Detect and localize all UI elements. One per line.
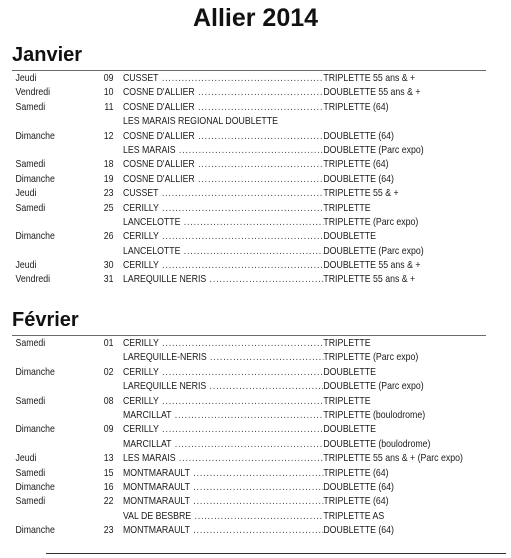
schedule-row — [0, 524, 439, 538]
date-number: 19 — [103, 173, 114, 185]
venue-name: COSNE D'ALLIER ..... — [123, 86, 323, 100]
competition-type: TRIPLETTE (Parc expo) — [323, 216, 419, 228]
schedule-row — [0, 202, 439, 216]
venue-name: MONTMARAULT ..... — [123, 524, 323, 538]
venue-name: CERILLY ..... — [123, 230, 323, 244]
competition-type: DOUBLETTE (64) — [323, 481, 394, 493]
schedule-row — [0, 510, 439, 524]
competition-type: DOUBLETTE 55 ans & + — [323, 260, 421, 272]
competition-type: DOUBLETTE 55 ans & + — [323, 87, 421, 99]
day-cell: Dimanche — [15, 424, 55, 436]
schedule-row — [0, 216, 439, 230]
schedule-row — [0, 423, 439, 437]
competition-type: TRIPLETTE (64) — [323, 101, 389, 113]
competition-type: DOUBLETTE (64) — [323, 173, 394, 185]
schedule-row — [0, 245, 439, 259]
schedule-row — [0, 481, 439, 495]
date-number: 22 — [103, 496, 114, 508]
competition-type: TRIPLETTE 55 & + — [323, 188, 399, 200]
schedule-row — [0, 395, 439, 409]
date-number: 09 — [103, 73, 114, 84]
day-cell: Dimanche — [15, 525, 55, 537]
day-cell: Samedi — [15, 202, 46, 214]
venue-name: CERILLY ..... — [123, 337, 323, 351]
competition-type: DOUBLETTE (64) — [323, 525, 394, 537]
schedule-row — [0, 337, 439, 351]
schedule-row — [0, 467, 439, 481]
venue-name: CERILLY ..... — [123, 423, 323, 437]
day-cell: Samedi — [15, 338, 46, 349]
venue-name: CUSSET ..... — [123, 72, 323, 86]
competition-type: DOUBLETTE — [323, 231, 376, 243]
day-cell: Vendredi — [15, 87, 51, 99]
competition-type: TRIPLETTE 55 ans & + — [323, 274, 416, 286]
divider — [12, 70, 486, 71]
venue-name: COSNE D'ALLIER ..... — [123, 158, 323, 172]
venue-name: VAL DE BESBRE ..... — [123, 510, 323, 524]
schedule-row — [0, 72, 439, 86]
day-cell: Samedi — [15, 395, 46, 407]
competition-type: DOUBLETTE (Parc expo) — [323, 245, 424, 257]
divider — [46, 553, 506, 554]
competition-type: DOUBLETTE (64) — [323, 130, 394, 142]
day-cell: Dimanche — [15, 231, 55, 243]
venue-name: LES MARAIS REGIONAL DOUBLETTE — [122, 116, 278, 128]
competition-type: TRIPLETTE 55 ans & + — [323, 73, 416, 84]
date-number: 16 — [103, 481, 114, 493]
venue-name: MONTMARAULT ..... — [123, 481, 323, 495]
day-cell: Jeudi — [15, 453, 37, 465]
day-cell: Samedi — [15, 159, 46, 171]
day-cell: Dimanche — [15, 130, 55, 142]
schedule-row — [0, 115, 439, 129]
schedule-row — [0, 452, 463, 466]
date-number: 31 — [103, 274, 114, 286]
day-cell: Dimanche — [15, 366, 55, 378]
day-cell: Samedi — [15, 496, 46, 508]
venue-name: MARCILLAT ..... — [123, 438, 323, 452]
schedule-row — [0, 273, 439, 287]
date-number: 10 — [103, 87, 114, 99]
day-cell: Vendredi — [15, 274, 51, 286]
divider — [12, 335, 486, 336]
venue-name: LAREQUILLE NERIS ..... — [123, 273, 323, 287]
competition-type: TRIPLETTE — [323, 202, 371, 214]
competition-type: TRIPLETTE — [323, 395, 371, 407]
venue-name: CUSSET ..... — [123, 187, 323, 201]
date-number: 08 — [103, 395, 114, 407]
date-number: 25 — [103, 202, 114, 214]
schedule-row — [0, 173, 439, 187]
schedule-row — [0, 409, 439, 423]
schedule-row — [0, 230, 439, 244]
competition-type: TRIPLETTE AS — [323, 510, 385, 522]
schedule-list-fevrier — [0, 337, 511, 538]
schedule-row — [0, 130, 439, 144]
venue-name: LAREQUILLE NERIS ..... — [123, 380, 323, 394]
schedule-row — [0, 366, 439, 380]
competition-type: TRIPLETTE 55 ans & + (Parc expo) — [323, 453, 463, 465]
date-number: 01 — [103, 338, 114, 349]
competition-type: TRIPLETTE — [323, 338, 371, 349]
date-number: 26 — [103, 231, 114, 243]
date-number: 15 — [103, 467, 114, 479]
competition-type: TRIPLETTE (64) — [323, 159, 389, 171]
month-heading-janvier: Janvier — [12, 44, 83, 66]
competition-type: DOUBLETTE (boulodrome) — [323, 438, 431, 450]
competition-type: DOUBLETTE — [323, 366, 376, 378]
competition-type: DOUBLETTE (Parc expo) — [323, 381, 424, 393]
venue-name: COSNE D'ALLIER ..... — [123, 130, 323, 144]
venue-name: CERILLY ..... — [123, 259, 323, 273]
venue-name: CERILLY ..... — [123, 395, 323, 409]
schedule-row — [0, 158, 439, 172]
schedule-row — [0, 101, 439, 115]
competition-type: TRIPLETTE (64) — [323, 496, 389, 508]
schedule-row — [0, 187, 439, 201]
venue-name: LES MARAIS ..... — [123, 144, 323, 158]
date-number: 23 — [103, 525, 114, 537]
page-title: Allier 2014 — [192, 4, 319, 32]
schedule-row — [0, 86, 439, 100]
schedule-row — [0, 259, 439, 273]
schedule-row — [0, 144, 439, 158]
date-number: 13 — [103, 453, 114, 465]
date-number: 09 — [103, 424, 114, 436]
venue-name: CERILLY ..... — [123, 202, 323, 216]
date-number: 23 — [103, 188, 114, 200]
day-cell: Samedi — [15, 101, 46, 113]
day-cell: Dimanche — [15, 173, 55, 185]
venue-name: MONTMARAULT ..... — [123, 467, 323, 481]
venue-name: MARCILLAT ..... — [123, 409, 323, 423]
day-cell: Jeudi — [15, 73, 37, 84]
venue-name: LANCELOTTE ..... — [123, 216, 323, 230]
venue-name: CERILLY ..... — [123, 366, 323, 380]
venue-name: MONTMARAULT ..... — [123, 495, 323, 509]
day-cell: Jeudi — [15, 188, 37, 200]
date-number: 11 — [104, 101, 114, 113]
schedule-row — [0, 495, 439, 509]
day-cell: Dimanche — [15, 481, 55, 493]
schedule-row — [0, 351, 439, 365]
venue-name: LANCELOTTE ..... — [123, 245, 323, 259]
date-number: 02 — [103, 366, 114, 378]
competition-type: DOUBLETTE — [323, 424, 376, 436]
competition-type: TRIPLETTE (Parc expo) — [323, 352, 419, 364]
competition-type: TRIPLETTE (64) — [323, 467, 389, 479]
schedule-row — [0, 438, 439, 452]
date-number: 18 — [103, 159, 114, 171]
venue-name: COSNE D'ALLIER ..... — [123, 173, 323, 187]
venue-name: LES MARAIS ..... — [123, 452, 323, 466]
date-number: 12 — [103, 130, 114, 142]
venue-name: COSNE D'ALLIER ..... — [123, 101, 323, 115]
competition-type: DOUBLETTE (Parc expo) — [323, 144, 424, 156]
day-cell: Samedi — [15, 467, 46, 479]
month-heading-fevrier: Février — [12, 309, 79, 331]
date-number: 30 — [103, 260, 114, 272]
competition-type: TRIPLETTE (boulodrome) — [323, 409, 426, 421]
venue-name: LAREQUILLE-NERIS ..... — [123, 351, 323, 365]
day-cell: Jeudi — [15, 260, 37, 272]
schedule-list-janvier — [0, 72, 511, 288]
schedule-row — [0, 380, 439, 394]
